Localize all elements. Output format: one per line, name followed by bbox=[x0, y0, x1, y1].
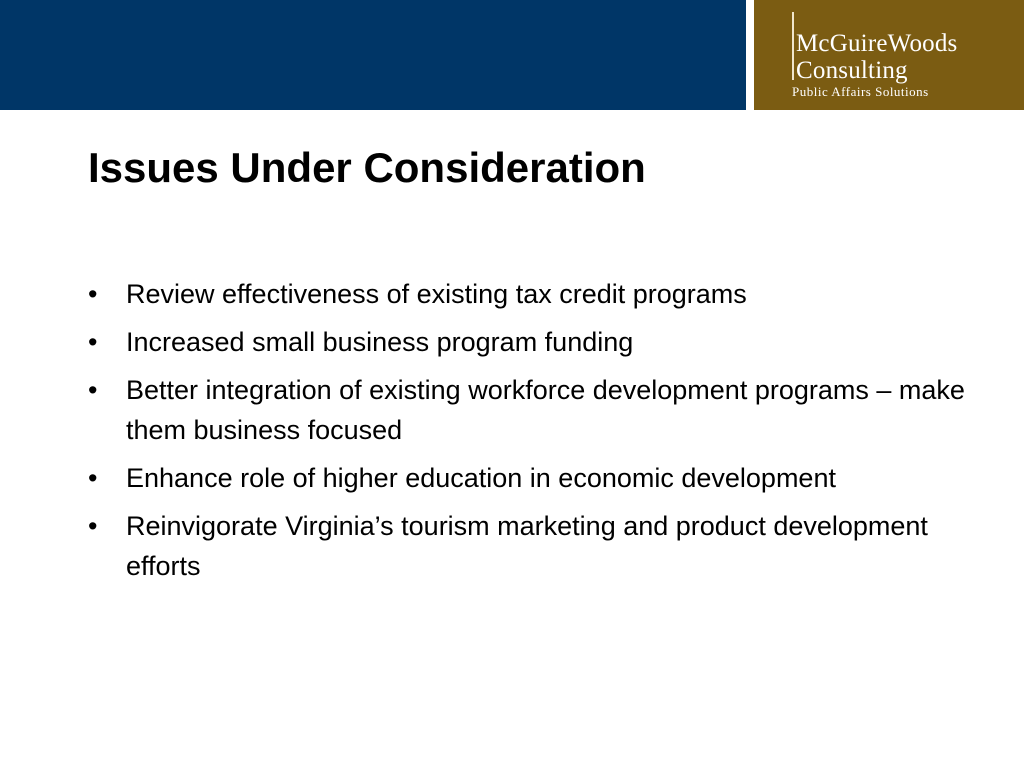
bullet-item bbox=[88, 506, 968, 586]
bullet-item bbox=[88, 458, 968, 498]
logo-name-line1: McGuireWoods bbox=[796, 30, 958, 57]
company-logo bbox=[754, 0, 1024, 110]
logo-name-line2: Consulting bbox=[796, 57, 908, 84]
bullet-list bbox=[88, 274, 968, 594]
bullet-item bbox=[88, 274, 968, 314]
bullet-text: Reinvigorate Virginia’s tourism marketing and product development efforts bbox=[126, 511, 928, 581]
bullet-icon: • bbox=[88, 279, 98, 309]
bullet-text: Review effectiveness of existing tax credit programs bbox=[126, 279, 747, 309]
bullet-icon: • bbox=[88, 463, 98, 493]
bullet-icon: • bbox=[88, 511, 98, 541]
logo-rule bbox=[792, 12, 794, 80]
slide-title: Issues Under Consideration bbox=[88, 144, 646, 191]
bullet-icon: • bbox=[88, 327, 98, 357]
bullet-item bbox=[88, 322, 968, 362]
header-divider bbox=[746, 0, 754, 110]
bullet-text: Better integration of existing workforce development programs – make them business focused bbox=[126, 375, 965, 445]
bullet-icon: • bbox=[88, 375, 98, 405]
bullet-text: Increased small business program funding bbox=[126, 327, 634, 357]
logo-tagline: Public Affairs Solutions bbox=[792, 84, 929, 99]
bullet-item bbox=[88, 370, 968, 450]
header-band bbox=[0, 0, 746, 110]
bullet-text: Enhance role of higher education in economic development bbox=[126, 463, 836, 493]
